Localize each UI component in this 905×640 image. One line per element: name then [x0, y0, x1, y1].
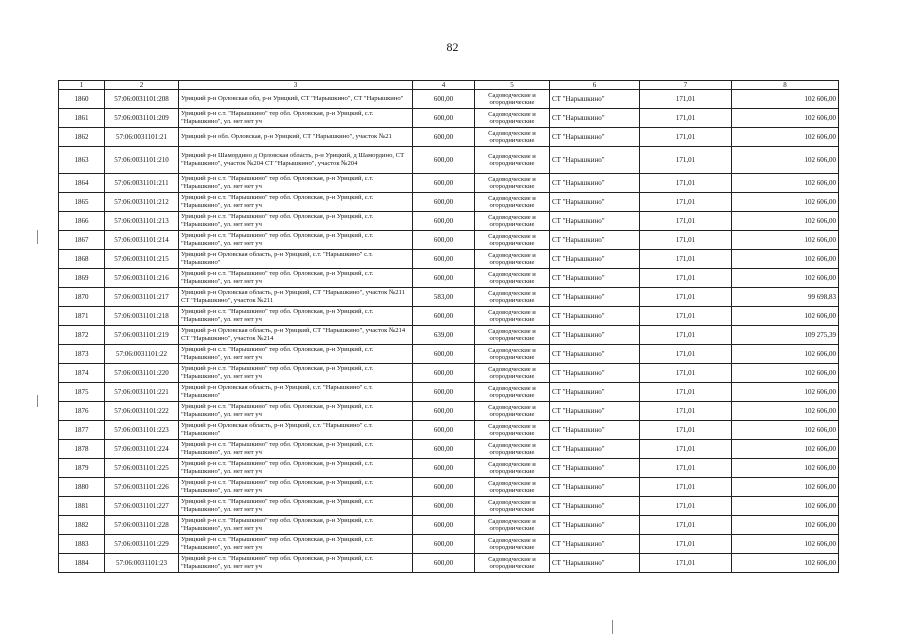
- table-row: [59, 383, 839, 402]
- area-value: 600,00: [413, 383, 475, 402]
- cadastral-value: 102 606,00: [732, 269, 839, 288]
- column-header: 5: [475, 81, 550, 90]
- unit-value: 171,01: [640, 421, 732, 440]
- unit-value: 171,01: [640, 212, 732, 231]
- unit-value: 171,01: [640, 174, 732, 193]
- unit-value: 171,01: [640, 250, 732, 269]
- row-number: 1878: [59, 440, 105, 459]
- unit-value: 171,01: [640, 307, 732, 326]
- row-number: 1865: [59, 193, 105, 212]
- cadastral-value: 102 606,00: [732, 345, 839, 364]
- unit-value: 171,01: [640, 497, 732, 516]
- column-number-row: [59, 81, 839, 90]
- land-use: Садоводческие и огороднические: [475, 516, 550, 535]
- address: Урицкий р-н с.т. "Нарышкино" тер обл. Орловская, р-н Урицкий, с.т. "Нарышкино", ул. нет нет уч: [179, 535, 413, 554]
- cadastral-number: 57:06:0031101:223: [105, 421, 179, 440]
- address: Урицкий р-н с.т. "Нарышкино" тер обл. Орловская, р-н Урицкий, с.т. "Нарышкино", ул. нет нет уч: [179, 269, 413, 288]
- column-header: 6: [550, 81, 640, 90]
- table-row: [59, 478, 839, 497]
- table-row: [59, 497, 839, 516]
- cadastral-value: 102 606,00: [732, 459, 839, 478]
- land-use: Садоводческие и огороднические: [475, 554, 550, 573]
- area-value: 600,00: [413, 497, 475, 516]
- cadastral-number: 57:06:0031101:217: [105, 288, 179, 307]
- organization: СТ "Нарышкино": [550, 212, 640, 231]
- land-use: Садоводческие и огороднические: [475, 231, 550, 250]
- land-use: Садоводческие и огороднические: [475, 326, 550, 345]
- cadastral-number: 57:06:0031101:213: [105, 212, 179, 231]
- column-header: 1: [59, 81, 105, 90]
- row-number: 1873: [59, 345, 105, 364]
- unit-value: 171,01: [640, 326, 732, 345]
- cadastral-number: 57:06:0031101:209: [105, 109, 179, 128]
- area-value: 600,00: [413, 535, 475, 554]
- row-number: 1867: [59, 231, 105, 250]
- row-number: 1875: [59, 383, 105, 402]
- address: Урицкий р-н Орловская обл, р-н Урицкий, СТ "Нарышкино", СТ "Нарышкино": [179, 90, 413, 109]
- unit-value: 171,01: [640, 364, 732, 383]
- unit-value: 171,01: [640, 459, 732, 478]
- land-use: Садоводческие и огороднические: [475, 109, 550, 128]
- organization: СТ "Нарышкино": [550, 535, 640, 554]
- area-value: 600,00: [413, 250, 475, 269]
- unit-value: 171,01: [640, 193, 732, 212]
- organization: СТ "Нарышкино": [550, 307, 640, 326]
- land-use: Садоводческие и огороднические: [475, 128, 550, 147]
- organization: СТ "Нарышкино": [550, 440, 640, 459]
- cadastral-number: 57:06:0031101:221: [105, 383, 179, 402]
- land-use: Садоводческие и огороднические: [475, 147, 550, 174]
- land-use: Садоводческие и огороднические: [475, 269, 550, 288]
- row-number: 1880: [59, 478, 105, 497]
- area-value: 600,00: [413, 212, 475, 231]
- row-number: 1864: [59, 174, 105, 193]
- area-value: 600,00: [413, 364, 475, 383]
- row-number: 1868: [59, 250, 105, 269]
- area-value: 600,00: [413, 90, 475, 109]
- page-number: 82: [446, 40, 459, 54]
- cadastral-value: 102 606,00: [732, 90, 839, 109]
- cadastral-number: 57:06:0031101:210: [105, 147, 179, 174]
- unit-value: 171,01: [640, 288, 732, 307]
- address: Урицкий р-н с.т. "Нарышкино" тер обл. Орловская, р-н Урицкий, с.т. "Нарышкино", ул. нет нет уч: [179, 193, 413, 212]
- area-value: 600,00: [413, 459, 475, 478]
- cadastral-value: 102 606,00: [732, 421, 839, 440]
- land-use: Садоводческие и огороднические: [475, 288, 550, 307]
- area-value: 600,00: [413, 421, 475, 440]
- cadastral-value: 109 275,39: [732, 326, 839, 345]
- organization: СТ "Нарышкино": [550, 402, 640, 421]
- address: Урицкий р-н с.т. "Нарышкино" тер обл. Орловская, р-н Урицкий, с.т. "Нарышкино", ул. нет нет уч: [179, 402, 413, 421]
- address: Урицкий р-н с.т. "Нарышкино" тер обл. Орловская, р-н Урицкий, с.т. "Нарышкино", ул. нет нет уч: [179, 459, 413, 478]
- area-value: 600,00: [413, 402, 475, 421]
- table-row: [59, 554, 839, 573]
- organization: СТ "Нарышкино": [550, 90, 640, 109]
- row-number: 1884: [59, 554, 105, 573]
- unit-value: 171,01: [640, 345, 732, 364]
- organization: СТ "Нарышкино": [550, 345, 640, 364]
- unit-value: 171,01: [640, 128, 732, 147]
- address: Урицкий р-н Орловская область, р-н Урицкий, с.т. "Нарышкино" с.т. "Нарышкино": [179, 250, 413, 269]
- area-value: 600,00: [413, 554, 475, 573]
- address: Урицкий р-н Орловская область, р-н Урицкий, СТ "Нарышкино", участок №214 СТ "Нарышкино", участок №214: [179, 326, 413, 345]
- organization: СТ "Нарышкино": [550, 459, 640, 478]
- cadastral-value: 102 606,00: [732, 535, 839, 554]
- organization: СТ "Нарышкино": [550, 478, 640, 497]
- cadastral-number: 57:06:0031101:227: [105, 497, 179, 516]
- scan-mark: [612, 620, 613, 634]
- organization: СТ "Нарышкино": [550, 109, 640, 128]
- organization: СТ "Нарышкино": [550, 421, 640, 440]
- cadastral-number: 57:06:0031101:226: [105, 478, 179, 497]
- cadastral-value: 102 606,00: [732, 174, 839, 193]
- cadastral-value: 102 606,00: [732, 364, 839, 383]
- area-value: 600,00: [413, 128, 475, 147]
- table-row: [59, 345, 839, 364]
- organization: СТ "Нарышкино": [550, 231, 640, 250]
- table-row: [59, 459, 839, 478]
- area-value: 600,00: [413, 516, 475, 535]
- organization: СТ "Нарышкино": [550, 364, 640, 383]
- row-number: 1882: [59, 516, 105, 535]
- land-use: Садоводческие и огороднические: [475, 478, 550, 497]
- organization: СТ "Нарышкино": [550, 383, 640, 402]
- organization: СТ "Нарышкино": [550, 326, 640, 345]
- address: Урицкий р-н с.т. "Нарышкино" тер обл. Орловская, р-н Урицкий, с.т. "Нарышкино", ул. нет нет уч: [179, 554, 413, 573]
- row-number: 1862: [59, 128, 105, 147]
- cadastral-value: 102 606,00: [732, 440, 839, 459]
- organization: СТ "Нарышкино": [550, 193, 640, 212]
- column-header: 2: [105, 81, 179, 90]
- address: Урицкий р-н с.т. "Нарышкино" тер обл. Орловская, р-н Урицкий, с.т. "Нарышкино", ул. нет нет уч: [179, 497, 413, 516]
- organization: СТ "Нарышкино": [550, 516, 640, 535]
- row-number: 1872: [59, 326, 105, 345]
- unit-value: 171,01: [640, 554, 732, 573]
- table-row: [59, 402, 839, 421]
- unit-value: 171,01: [640, 478, 732, 497]
- land-use: Садоводческие и огороднические: [475, 364, 550, 383]
- row-number: 1876: [59, 402, 105, 421]
- unit-value: 171,01: [640, 231, 732, 250]
- column-header: 3: [179, 81, 413, 90]
- row-number: 1861: [59, 109, 105, 128]
- table-body: [59, 90, 839, 573]
- address: Урицкий р-н с.т. "Нарышкино" тер обл. Орловская, р-н Урицкий, с.т. "Нарышкино", ул. нет нет уч: [179, 364, 413, 383]
- cadastral-value: 102 606,00: [732, 193, 839, 212]
- unit-value: 171,01: [640, 535, 732, 554]
- table-row: [59, 440, 839, 459]
- address: Урицкий р-н Орловская область, р-н Урицкий, с.т. "Нарышкино" с.т. "Нарышкино": [179, 383, 413, 402]
- cadastral-number: 57:06:0031101:218: [105, 307, 179, 326]
- cadastral-number: 57:06:0031101:216: [105, 269, 179, 288]
- cadastral-value: 102 606,00: [732, 250, 839, 269]
- organization: СТ "Нарышкино": [550, 269, 640, 288]
- organization: СТ "Нарышкино": [550, 250, 640, 269]
- row-number: 1863: [59, 147, 105, 174]
- land-use: Садоводческие и огороднические: [475, 497, 550, 516]
- area-value: 600,00: [413, 147, 475, 174]
- land-use: Садоводческие и огороднические: [475, 383, 550, 402]
- table-row: [59, 147, 839, 174]
- area-value: 600,00: [413, 109, 475, 128]
- address: Урицкий р-н Орловская область, р-н Урицкий, СТ "Нарышкино", участок №211 СТ "Нарышкино", участок №211: [179, 288, 413, 307]
- cadastral-value: 102 606,00: [732, 307, 839, 326]
- row-number: 1866: [59, 212, 105, 231]
- organization: СТ "Нарышкино": [550, 288, 640, 307]
- cadastral-number: 57:06:0031101:23: [105, 554, 179, 573]
- row-number: 1883: [59, 535, 105, 554]
- land-use: Садоводческие и огороднические: [475, 459, 550, 478]
- cadastral-number: 57:06:0031101:214: [105, 231, 179, 250]
- cadastral-value: 102 606,00: [732, 147, 839, 174]
- address: Урицкий р-н Шамордино д Орловская область, р-н Урицкий, д Шамордино, СТ "Нарышкино", участок №204 СТ "Нарышкино", участок №204: [179, 147, 413, 174]
- cadastral-value: 102 606,00: [732, 231, 839, 250]
- cadastral-value: 102 606,00: [732, 478, 839, 497]
- scan-mark: [37, 395, 38, 407]
- cadastral-number: 57:06:0031101:212: [105, 193, 179, 212]
- table-row: [59, 535, 839, 554]
- address: Урицкий р-н с.т. "Нарышкино" тер обл. Орловская, р-н Урицкий, с.т. "Нарышкино", ул. нет нет уч: [179, 231, 413, 250]
- area-value: 600,00: [413, 440, 475, 459]
- address: Урицкий р-н с.т. "Нарышкино" тер обл. Орловская, р-н Урицкий, с.т. "Нарышкино", ул. нет нет уч: [179, 516, 413, 535]
- land-use: Садоводческие и огороднические: [475, 345, 550, 364]
- cadastral-value: 102 606,00: [732, 212, 839, 231]
- table-row: [59, 421, 839, 440]
- unit-value: 171,01: [640, 383, 732, 402]
- area-value: 600,00: [413, 174, 475, 193]
- land-use: Садоводческие и огороднические: [475, 421, 550, 440]
- land-use: Садоводческие и огороднические: [475, 193, 550, 212]
- area-value: 600,00: [413, 307, 475, 326]
- cadastral-value: 102 606,00: [732, 516, 839, 535]
- area-value: 600,00: [413, 478, 475, 497]
- land-use: Садоводческие и огороднические: [475, 174, 550, 193]
- cadastral-number: 57:06:0031101:228: [105, 516, 179, 535]
- area-value: 600,00: [413, 231, 475, 250]
- address: Урицкий р-н с.т. "Нарышкино" тер обл. Орловская, р-н Урицкий, с.т. "Нарышкино", ул. нет нет уч: [179, 109, 413, 128]
- table-row: [59, 193, 839, 212]
- land-use: Садоводческие и огороднические: [475, 90, 550, 109]
- address: Урицкий р-н с.т. "Нарышкино" тер обл. Орловская, р-н Урицкий, с.т. "Нарышкино", ул. нет нет уч: [179, 174, 413, 193]
- organization: СТ "Нарышкино": [550, 147, 640, 174]
- row-number: 1871: [59, 307, 105, 326]
- organization: СТ "Нарышкино": [550, 174, 640, 193]
- table-row: [59, 288, 839, 307]
- cadastral-value: 102 606,00: [732, 383, 839, 402]
- cadastral-number: 57:06:0031101:208: [105, 90, 179, 109]
- cadastral-value: 102 606,00: [732, 402, 839, 421]
- organization: СТ "Нарышкино": [550, 497, 640, 516]
- land-registry-table: [58, 80, 839, 573]
- cadastral-value: 102 606,00: [732, 128, 839, 147]
- table-row: [59, 516, 839, 535]
- land-use: Садоводческие и огороднические: [475, 535, 550, 554]
- address: Урицкий р-н с.т. "Нарышкино" тер обл. Орловская, р-н Урицкий, с.т. "Нарышкино", ул. нет нет уч: [179, 212, 413, 231]
- table-row: [59, 174, 839, 193]
- address: Урицкий р-н с.т. "Нарышкино" тер обл. Орловская, р-н Урицкий, с.т. "Нарышкино", ул. нет нет уч: [179, 345, 413, 364]
- cadastral-number: 57:06:0031101:220: [105, 364, 179, 383]
- column-header: 7: [640, 81, 732, 90]
- address: Урицкий р-н с.т. "Нарышкино" тер обл. Орловская, р-н Урицкий, с.т. "Нарышкино", ул. нет нет уч: [179, 307, 413, 326]
- row-number: 1870: [59, 288, 105, 307]
- row-number: 1860: [59, 90, 105, 109]
- area-value: 600,00: [413, 193, 475, 212]
- organization: СТ "Нарышкино": [550, 128, 640, 147]
- unit-value: 171,01: [640, 269, 732, 288]
- area-value: 639,00: [413, 326, 475, 345]
- unit-value: 171,01: [640, 516, 732, 535]
- area-value: 600,00: [413, 269, 475, 288]
- table-row: [59, 364, 839, 383]
- area-value: 583,00: [413, 288, 475, 307]
- cadastral-number: 57:06:0031101:222: [105, 402, 179, 421]
- cadastral-value: 102 606,00: [732, 109, 839, 128]
- row-number: 1874: [59, 364, 105, 383]
- table-row: [59, 90, 839, 109]
- land-use: Садоводческие и огороднические: [475, 212, 550, 231]
- cadastral-number: 57:06:0031101:22: [105, 345, 179, 364]
- row-number: 1877: [59, 421, 105, 440]
- table-row: [59, 307, 839, 326]
- cadastral-number: 57:06:0031101:224: [105, 440, 179, 459]
- row-number: 1879: [59, 459, 105, 478]
- table-row: [59, 269, 839, 288]
- table-row: [59, 109, 839, 128]
- cadastral-number: 57:06:0031101:229: [105, 535, 179, 554]
- cadastral-number: 57:06:0031101:215: [105, 250, 179, 269]
- unit-value: 171,01: [640, 90, 732, 109]
- cadastral-number: 57:06:0031101:219: [105, 326, 179, 345]
- table-row: [59, 128, 839, 147]
- address: Урицкий р-н Орловская область, р-н Урицкий, с.т. "Нарышкино" с.т. "Нарышкино": [179, 421, 413, 440]
- address: Урицкий р-н с.т. "Нарышкино" тер обл. Орловская, р-н Урицкий, с.т. "Нарышкино", ул. нет нет уч: [179, 478, 413, 497]
- area-value: 600,00: [413, 345, 475, 364]
- address: Урицкий р-н с.т. "Нарышкино" тер обл. Орловская, р-н Урицкий, с.т. "Нарышкино", ул. нет нет уч: [179, 440, 413, 459]
- column-header: 8: [732, 81, 839, 90]
- address: Урицкий р-н обл. Орловская, р-н Урицкий, СТ "Нарышкино", участок №21: [179, 128, 413, 147]
- scan-mark: [37, 230, 38, 244]
- cadastral-number: 57:06:0031101:21: [105, 128, 179, 147]
- unit-value: 171,01: [640, 109, 732, 128]
- cadastral-value: 99 698,83: [732, 288, 839, 307]
- column-header: 4: [413, 81, 475, 90]
- land-use: Садоводческие и огороднические: [475, 402, 550, 421]
- unit-value: 171,01: [640, 147, 732, 174]
- unit-value: 171,01: [640, 440, 732, 459]
- land-use: Садоводческие и огороднические: [475, 307, 550, 326]
- organization: СТ "Нарышкино": [550, 554, 640, 573]
- cadastral-number: 57:06:0031101:225: [105, 459, 179, 478]
- unit-value: 171,01: [640, 402, 732, 421]
- table-row: [59, 250, 839, 269]
- land-use: Садоводческие и огороднические: [475, 250, 550, 269]
- table-row: [59, 326, 839, 345]
- table-row: [59, 212, 839, 231]
- cadastral-value: 102 606,00: [732, 497, 839, 516]
- row-number: 1881: [59, 497, 105, 516]
- land-use: Садоводческие и огороднические: [475, 440, 550, 459]
- table-row: [59, 231, 839, 250]
- cadastral-number: 57:06:0031101:211: [105, 174, 179, 193]
- row-number: 1869: [59, 269, 105, 288]
- cadastral-value: 102 606,00: [732, 554, 839, 573]
